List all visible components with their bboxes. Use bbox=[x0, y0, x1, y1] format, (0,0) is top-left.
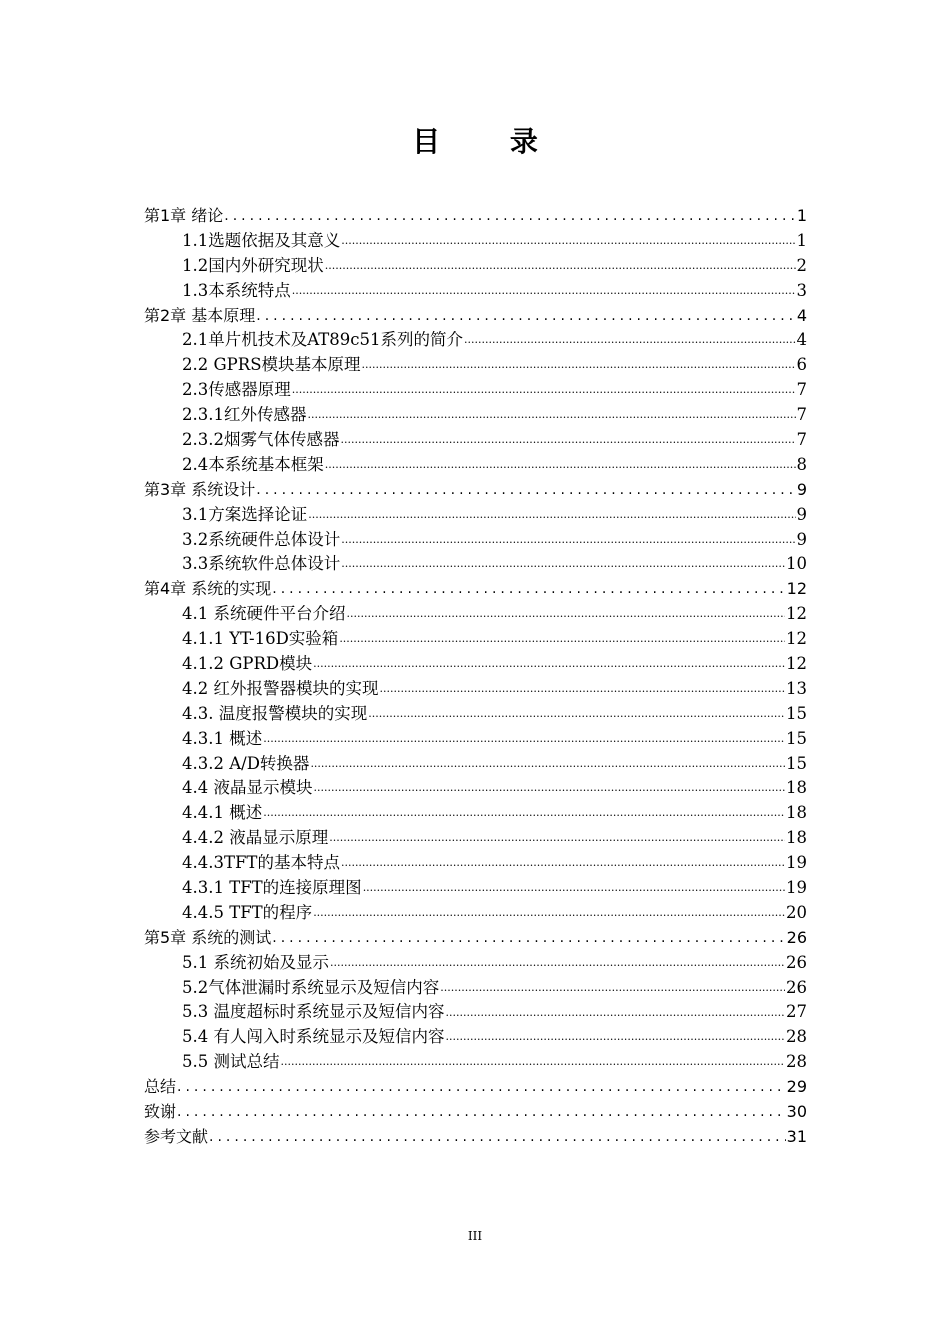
toc-section-entry[interactable] bbox=[144, 976, 807, 1001]
toc-chapter-entry[interactable] bbox=[144, 1075, 807, 1100]
toc-entry-label: 2.3传感器原理 bbox=[182, 380, 291, 400]
toc-section-entry[interactable] bbox=[144, 428, 807, 453]
toc-dot-leader bbox=[325, 453, 796, 478]
toc-entry-label: 5.2气体泄漏时系统显示及短信内容 bbox=[182, 977, 440, 997]
toc-dot-leader bbox=[368, 702, 785, 727]
toc-dot-leader bbox=[341, 552, 785, 577]
toc-page-number: 18 bbox=[786, 828, 807, 848]
toc-section-entry[interactable] bbox=[144, 951, 807, 976]
toc-dot-leader bbox=[281, 1050, 786, 1075]
toc-chapter-entry[interactable] bbox=[144, 926, 807, 951]
toc-section-entry[interactable] bbox=[144, 876, 807, 901]
page-number-footer: III bbox=[467, 1229, 483, 1243]
toc-entry-label: 5.3 温度超标时系统显示及短信内容 bbox=[182, 1002, 445, 1022]
toc-page-number: 12 bbox=[786, 629, 807, 649]
toc-entry-label: 2.2 GPRS模块基本原理 bbox=[182, 355, 361, 375]
toc-entry-label: 2.3.1红外传感器 bbox=[182, 405, 307, 425]
toc-dot-leader bbox=[341, 528, 795, 553]
toc-page-number: 2 bbox=[796, 255, 807, 275]
toc-dot-leader bbox=[307, 403, 795, 428]
toc-dot-leader bbox=[330, 951, 785, 976]
toc-chapter-entry[interactable] bbox=[144, 1100, 807, 1125]
toc-dot-leader bbox=[440, 976, 785, 1001]
toc-entry-label: 5.1 系统初始及显示 bbox=[182, 952, 329, 972]
toc-chapter-entry[interactable] bbox=[144, 577, 807, 602]
toc-section-entry[interactable] bbox=[144, 901, 807, 926]
toc-page-number: 15 bbox=[786, 703, 807, 723]
toc-section-entry[interactable] bbox=[144, 328, 807, 353]
toc-page-number: 26 bbox=[786, 952, 807, 972]
toc-dot-leader bbox=[362, 353, 796, 378]
toc-dot-leader bbox=[446, 1001, 786, 1026]
toc-section-entry[interactable] bbox=[144, 378, 807, 403]
toc-page-number: 9 bbox=[796, 529, 807, 549]
toc-page-number: 13 bbox=[786, 678, 807, 698]
toc-entry-label: 第2章 基本原理 bbox=[144, 305, 256, 325]
toc-entry-label: 4.4.2 液晶显示原理 bbox=[182, 828, 329, 848]
toc-section-entry[interactable] bbox=[144, 552, 807, 577]
toc-page-number: 6 bbox=[796, 355, 807, 375]
toc-entry-label: 4.1 系统硬件平台介绍 bbox=[182, 604, 346, 624]
toc-page-number: 7 bbox=[796, 430, 807, 449]
toc-page-number: 1 bbox=[796, 205, 807, 225]
toc-page-number: 30 bbox=[786, 1102, 807, 1122]
toc-dot-leader bbox=[292, 378, 796, 403]
toc-page-number: 26 bbox=[786, 977, 807, 997]
toc-dot-leader bbox=[272, 577, 785, 602]
toc-page-number: 26 bbox=[786, 927, 807, 947]
toc-entry-label: 4.1.1 YT-16D实验箱 bbox=[182, 629, 339, 649]
toc-section-entry[interactable] bbox=[144, 279, 807, 304]
toc-section-entry[interactable] bbox=[144, 229, 807, 254]
toc-section-entry[interactable] bbox=[144, 776, 807, 801]
toc-entry-label: 2.4本系统基本框架 bbox=[182, 454, 324, 474]
toc-page-number: 8 bbox=[796, 454, 807, 474]
toc-entry-label: 第5章 系统的测试 bbox=[144, 927, 272, 947]
toc-section-entry[interactable] bbox=[144, 1050, 807, 1075]
toc-dot-leader bbox=[256, 304, 796, 329]
toc-dot-leader bbox=[341, 229, 795, 254]
toc-section-entry[interactable] bbox=[144, 677, 807, 702]
toc-section-entry[interactable] bbox=[144, 403, 807, 428]
toc-page-number: 12 bbox=[786, 604, 807, 624]
toc-page-number: 3 bbox=[796, 280, 807, 300]
toc-section-entry[interactable] bbox=[144, 528, 807, 553]
toc-section-entry[interactable] bbox=[144, 1001, 807, 1026]
toc-dot-leader bbox=[314, 776, 786, 801]
toc-entry-label: 4.4.3TFT的基本特点 bbox=[182, 853, 340, 873]
toc-page-number: 27 bbox=[786, 1002, 807, 1022]
toc-section-entry[interactable] bbox=[144, 453, 807, 478]
toc-entry-label: 1.3本系统特点 bbox=[182, 280, 291, 300]
toc-section-entry[interactable] bbox=[144, 254, 807, 279]
toc-entry-label: 第3章 系统设计 bbox=[144, 479, 256, 499]
toc-section-entry[interactable] bbox=[144, 627, 807, 652]
toc-dot-leader bbox=[308, 503, 795, 528]
toc-section-entry[interactable] bbox=[144, 752, 807, 777]
toc-entry-label: 2.1单片机技术及AT89c51系列的简介 bbox=[182, 330, 463, 350]
toc-entry-label: 4.3.1 TFT的连接原理图 bbox=[182, 878, 362, 898]
toc-entry-label: 4.4.5 TFT的程序 bbox=[182, 902, 313, 922]
toc-page-number: 20 bbox=[786, 902, 807, 922]
toc-page-number: 15 bbox=[786, 753, 807, 773]
toc-dot-leader bbox=[177, 1075, 786, 1100]
toc-page-number: 12 bbox=[786, 579, 807, 599]
toc-section-entry[interactable] bbox=[144, 727, 807, 752]
toc-dot-leader bbox=[313, 901, 785, 926]
toc-entry-label: 5.4 有人闯入时系统显示及短信内容 bbox=[182, 1027, 445, 1047]
toc-dot-leader bbox=[263, 727, 785, 752]
toc-section-entry[interactable] bbox=[144, 1025, 807, 1050]
toc-dot-leader bbox=[263, 801, 785, 826]
toc-entry-label: 2.3.2烟雾气体传感器 bbox=[182, 430, 340, 449]
toc-dot-leader bbox=[464, 328, 796, 353]
toc-section-entry[interactable] bbox=[144, 602, 807, 627]
toc-dot-leader bbox=[339, 627, 785, 652]
toc-page-number: 7 bbox=[796, 380, 807, 400]
toc-dot-leader bbox=[340, 428, 795, 453]
toc-entry-label: 4.4.1 概述 bbox=[182, 803, 263, 823]
toc-entry-label: 第1章 绪论 bbox=[144, 205, 224, 225]
toc-entry-label: 1.1选题依据及其意义 bbox=[182, 230, 341, 250]
toc-dot-leader bbox=[272, 926, 785, 951]
toc-page-number: 28 bbox=[786, 1052, 807, 1072]
toc-entry-label: 4.1.2 GPRD模块 bbox=[182, 654, 313, 674]
toc-page-number: 29 bbox=[786, 1077, 807, 1097]
toc-entry-label: 3.3系统软件总体设计 bbox=[182, 554, 341, 574]
toc-dot-leader bbox=[380, 677, 786, 702]
toc-chapter-entry[interactable] bbox=[144, 1125, 807, 1150]
toc-page-number: 10 bbox=[786, 554, 807, 574]
toc-page-number: 7 bbox=[796, 405, 807, 425]
toc-dot-leader bbox=[313, 652, 785, 677]
toc-section-entry[interactable] bbox=[144, 353, 807, 378]
toc-section-entry[interactable] bbox=[144, 503, 807, 528]
toc-page-number: 4 bbox=[796, 305, 807, 325]
toc-entry-label: 4.3.2 A/D转换器 bbox=[182, 753, 310, 773]
toc-page-number: 1 bbox=[796, 230, 807, 250]
toc-entry-label: 4.3. 温度报警模块的实现 bbox=[182, 703, 368, 723]
toc-section-entry[interactable] bbox=[144, 826, 807, 851]
toc-page-number: 9 bbox=[796, 479, 807, 499]
toc-title: 目 录 bbox=[412, 125, 568, 158]
toc-page-number: 31 bbox=[786, 1126, 807, 1146]
toc-dot-leader bbox=[341, 851, 785, 876]
toc-entry-label: 总结 bbox=[144, 1077, 177, 1097]
toc-entry-label: 1.2国内外研究现状 bbox=[182, 255, 324, 275]
toc-dot-leader bbox=[347, 602, 786, 627]
toc-chapter-entry[interactable] bbox=[144, 478, 807, 503]
table-of-contents bbox=[144, 204, 807, 1150]
toc-dot-leader bbox=[363, 876, 785, 901]
toc-section-entry[interactable] bbox=[144, 801, 807, 826]
toc-entry-label: 4.3.1 概述 bbox=[182, 728, 263, 748]
toc-chapter-entry[interactable] bbox=[144, 204, 807, 229]
toc-dot-leader bbox=[446, 1025, 786, 1050]
toc-dot-leader bbox=[329, 826, 785, 851]
toc-page-number: 9 bbox=[796, 504, 807, 524]
toc-dot-leader bbox=[325, 254, 796, 279]
toc-page-number: 4 bbox=[796, 330, 807, 350]
toc-dot-leader bbox=[209, 1125, 786, 1150]
toc-page-number: 28 bbox=[786, 1027, 807, 1047]
toc-dot-leader bbox=[310, 752, 785, 777]
toc-page-number: 19 bbox=[786, 878, 807, 898]
toc-entry-label: 参考文献 bbox=[144, 1126, 209, 1146]
toc-page-number: 18 bbox=[786, 803, 807, 823]
toc-page-number: 19 bbox=[786, 853, 807, 873]
toc-entry-label: 第4章 系统的实现 bbox=[144, 579, 272, 599]
toc-section-entry[interactable] bbox=[144, 851, 807, 876]
toc-page-number: 15 bbox=[786, 728, 807, 748]
toc-page-number: 12 bbox=[786, 654, 807, 674]
toc-section-entry[interactable] bbox=[144, 652, 807, 677]
toc-dot-leader bbox=[256, 478, 796, 503]
toc-dot-leader bbox=[224, 204, 796, 229]
toc-entry-label: 4.2 红外报警器模块的实现 bbox=[182, 678, 379, 698]
toc-dot-leader bbox=[292, 279, 796, 304]
toc-entry-label: 致谢 bbox=[144, 1102, 177, 1122]
toc-chapter-entry[interactable] bbox=[144, 304, 807, 329]
toc-entry-label: 4.4 液晶显示模块 bbox=[182, 778, 313, 798]
toc-page-number: 18 bbox=[786, 778, 807, 798]
toc-entry-label: 3.1方案选择论证 bbox=[182, 504, 308, 524]
toc-entry-label: 5.5 测试总结 bbox=[182, 1052, 280, 1072]
toc-section-entry[interactable] bbox=[144, 702, 807, 727]
toc-entry-label: 3.2系统硬件总体设计 bbox=[182, 529, 341, 549]
toc-dot-leader bbox=[177, 1100, 786, 1125]
